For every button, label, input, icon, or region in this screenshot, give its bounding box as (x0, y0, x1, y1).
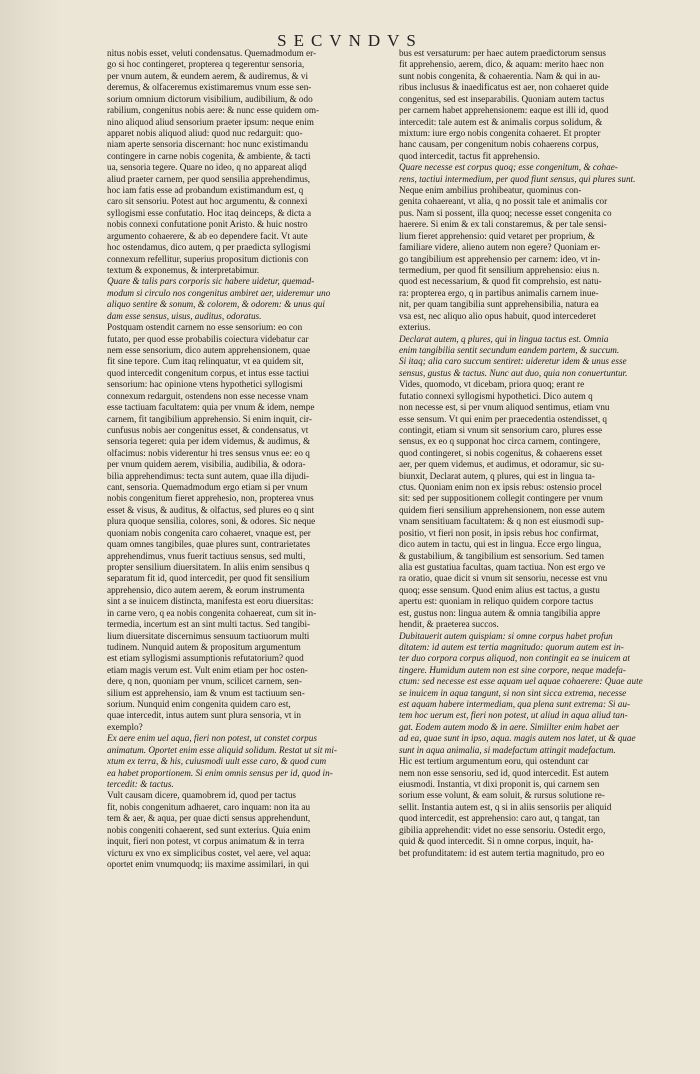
text-line: aliud praeter carnem, per quod sensilia apprehendimus, (107, 173, 311, 184)
text-line: apertu est: quoniam in reliquo quidem corpore tactus (399, 596, 594, 607)
text-line: lium diuersitate discernimus sensuum tactiuorum multi (107, 630, 310, 641)
text-line: rabilium, congenitus nobis aere: & nunc esse quidem om- (107, 105, 320, 116)
text-line: sit: sed per suppositionem collegit contingere per vnum (399, 493, 603, 504)
text-line: nem non esse sensoriu, sed id, quod intercedit. Est autem (399, 767, 609, 778)
text-line: sensus, gustus & tactus. Nunc aut duo, quia non conuertuntur. (399, 367, 628, 378)
text-line: nem esse sensorium, dico autem apprehensionem, quae (107, 344, 311, 355)
text-line: positio, vt fieri non posit, in ipsis rebus hoc confirmat, (399, 527, 599, 538)
text-line: ra oratio, quae dicit si vnum sit sensoriu, necesse est vnu (399, 573, 608, 584)
text-line: quam omnes tangibiles, quae plures sunt, contrarietates (107, 539, 311, 550)
text-line: ua, sensoria tegere. Quare no ideo, q no appareat aliqd (107, 162, 307, 173)
text-line: go si hoc contingeret, propterea q tegerentur sensoria, (107, 59, 305, 70)
text-line: silium est apprehensio, iam & vnum est tactiuum sen- (107, 687, 305, 698)
text-line: Hic est tertium argumentum eoru, qui ostendunt car (399, 756, 589, 767)
text-line: quidem fieri sensilium apprehensionem, non esse autem (399, 504, 605, 515)
text-line: exemplo? (107, 721, 143, 732)
text-line: per vnum quidem aerem, visibilia, audibilia, & odora- (107, 459, 306, 470)
text-line: hanc causam, per congenitum nobis cohaerens corpus, (399, 139, 599, 150)
text-line: se inuicem in aqua tangunt, si non sint sicca extrema, necesse (399, 687, 627, 698)
text-line: sensus, ex eo q supponat hoc circa carnem, contingere, (399, 436, 601, 447)
text-line: ctus. Quoniam enim non ex ipsis rebus: ostensio procel (399, 482, 602, 493)
text-line: sint a se inuicem distincta, manifesta est eoru diuersitas: (107, 596, 314, 607)
text-line: bet profunditatem: id est autem tertia magnitudo, pro eo (399, 847, 605, 858)
text-line: mixtum: iure ergo nobis congenita cohaeret. Et propter (399, 127, 601, 138)
text-line: quae intercedit, intus autem sunt plura sensoria, vt in (107, 710, 301, 721)
text-line: Postquam ostendit carnem no esse sensorium: eo con (107, 322, 303, 333)
text-line: apprehensio, dico autem aerem, & eorum instrumenta (107, 584, 305, 595)
text-line: tem hoc uerum est, fieri non potest, ut aliud in aqua aliud tan- (399, 710, 628, 721)
text-line: esse tactiuam facultatem: quia per vnum & idem, nempe (107, 402, 315, 413)
running-header: SECVNDVS (277, 31, 423, 50)
text-line: go tangibilium est apprehensio per carnem: ideo, vt in- (399, 253, 601, 264)
text-line: apparet nobis aliquod aliud: quod nuc redarguit: quo- (107, 127, 303, 138)
text-line: vsa est, nec aliquo alio opus habuit, quod intercederet (399, 310, 596, 321)
text-line: tudinem. Nunquid autem & propositum argumentum (107, 641, 301, 652)
text-line: etiam magis verum est. Vult enim etiam per hoc osten- (107, 664, 308, 675)
text-line: caro sit sensoriu. Potest aut hoc argumentu, & connexi (107, 196, 308, 207)
text-line: termedia, incertum est an sint multi tactus. Sed tangibi- (107, 619, 311, 630)
text-line: exterius. (399, 322, 431, 333)
text-line: ea habet proportionem. Si enim omnis sensus per id, quod in- (107, 767, 333, 778)
text-line: Neque enim ambilius prohibeatur, quominus con- (399, 185, 582, 196)
text-line: argumento cohaerere, & ab eo dependere facit. Vt aute (107, 230, 308, 241)
text-line: hoc iam fatis esse ad probandum existimandum est, q (107, 185, 304, 196)
text-line: per carnem habet apprehensionem: eaque est illi id, quod (399, 105, 609, 116)
text-line: bus est versaturum: per haec autem praedictorum sensus (399, 48, 606, 58)
text-line: quod intercedit, tactus fit apprehensio. (399, 150, 540, 161)
text-line: aer, per quem videmus, et audimus, et odoramur, sic su- (399, 459, 605, 470)
text-line: animatum. Oportet enim esse aliquid solidum. Restat ut sit mi- (107, 744, 337, 755)
text-line: cunfusus nobis aer congenitus esset, & condensatus, vt (107, 424, 309, 435)
text-line: Dubitauerit autem quispiam: si omne corpus habet profun (399, 630, 613, 641)
text-line: bilia apprehendimus: tecta sunt autem, quae illa dijudi- (107, 470, 310, 481)
text-line: contingere in carne nobis cogenita, & ambiente, & tacti (107, 150, 311, 161)
text-line: est, gustus non: lingua autem & omnia tangibilia appre (399, 607, 601, 618)
text-line: congenitus, sed est inseparabilis. Quoniam autem tactus (399, 93, 605, 104)
left-text-column (107, 48, 377, 1052)
text-line: gibilia apprehendit: videt no esse sensoriu. Ostedit ergo, (399, 824, 606, 835)
text-line: sorium omnium dictorum visibilium, audibilium, & odo (107, 93, 313, 104)
text-line: sensorium: hac opinione vtens hypothetici syllogismi (107, 379, 303, 390)
text-line: nobis congeniti cohaerent, sed sunt exterius. Quia enim (107, 824, 311, 835)
text-line: Quare & talis pars corporis sic habere uidetur, quemad- (107, 276, 315, 287)
text-line: connexum refellitur, superius propositum dictionis con (107, 253, 309, 264)
text-line: ad ea, quae sunt in ipso, aqua. magis autem nos latet, ut & quae (399, 733, 636, 744)
text-line: tercedit: & tactus. (107, 779, 174, 789)
text-line: non necesse est, si per vnum aliquod sentimus, etiam vnu (399, 402, 610, 413)
text-line: Si itaq; alia caro succum sentiret: uideretur idem & unus esse (399, 356, 627, 367)
text-line: cant, sensoria. Quemadmodum ergo etiam si per vnum (107, 482, 308, 493)
text-line: ribus inclusus & inaedificatus est aer, non cohaeret quide (399, 82, 609, 93)
text-line: in carne vero, q ea nobis congenita cohaereat, cum sit in- (107, 607, 317, 618)
text-line: separatum fit id, quod intercedit, per quod fit sensilium (107, 573, 310, 584)
text-line: biunxit, Declarat autem, q plures, qui est in lingua ta- (399, 470, 595, 481)
text-line: quod est necessarium, & quod fit comprehsio, est natu- (399, 276, 602, 287)
text-line: nit, per quam tangibilia sunt apprehensibilia, natura ea (399, 299, 599, 310)
text-line: ra: propterea ergo, q in partibus animalis carnem inue- (399, 287, 599, 298)
text-line: Quare necesse est corpus quoq; esse congenitum, & cohae- (399, 162, 618, 173)
text-line: genita cohaereant, vt alia, q no possit tale et animalis cor (399, 196, 608, 207)
text-line: Vides, quomodo, vt dicebam, priora quoq; erant re (399, 379, 585, 390)
text-line: ctum: sed necesse est esse aquam uel aquae cohaerere: Quae aute (399, 676, 643, 687)
text-line: Declarat autem, q plures, qui in lingua tactus est. Omnia (399, 333, 609, 344)
text-line: est etiam syllogismi assumptionis refutatorium? quod (107, 653, 304, 664)
text-line: est aquam habere intermediam, qua plena sunt extrema: Si au- (399, 699, 631, 710)
text-line: ter duo corpora corpus aliquod, non contingit ea se inuicem at (399, 653, 630, 664)
text-line: tingere. Humidum autem non est sine corpore, neque madefa- (399, 664, 626, 675)
text-line: modum si circulo nos congenitus ambiret aer, uideremur uno (107, 287, 331, 298)
text-line: connexum redarguit, ostendens non esse necesse vnam (107, 390, 309, 401)
text-line: carnem, fit tangibilium apprehensio. Si enim inquit, cir- (107, 413, 312, 424)
text-line: quid & quod intercedit. Si n omne corpus, inquit, ha- (399, 836, 594, 847)
text-line: vnam sensitiuam facultatem: & q non est eiusmodi sup- (399, 516, 604, 527)
text-line: hoc ostendamus, dico autem, q per praedicta syllogismi (107, 242, 311, 253)
page-gutter-shadow (0, 0, 60, 1074)
text-line: haerere. Si enim & ex tali constaremus, & per tale sensi- (399, 219, 607, 230)
text-line: tem & aer, & aqua, per quae dicti sensus apprehendunt, (107, 813, 311, 824)
text-line: dam esse sensus, uisus, auditus, odoratus. (107, 310, 262, 321)
text-line: Vult causam dicere, quamobrem id, quod per tactus (107, 790, 297, 801)
text-line: inquit, fieri non potest, vt corpus animatum & in terra (107, 836, 305, 847)
text-line: quod contingeret, si nobis cogenitus, & cohaerens esset (399, 447, 603, 458)
text-line: esset & visus, & auditus, & olfactus, sed plures eo q sint (107, 504, 315, 515)
text-line: aliquo sentire & sonum, & colorem, & odorem: & unus qui (107, 299, 325, 310)
text-line: nitus nobis esset, veluti condensatus. Quemadmodum er- (107, 48, 317, 58)
text-line: syllogismi esse confutatio. Hoc itaq deinceps, & dicta a (107, 207, 312, 218)
text-line: dere, q non, quoniam per vnum, scilicet carnem, sen- (107, 676, 302, 687)
text-line: quoq; esse sensum. Quod enim alius est tactus, a gustu (399, 584, 600, 595)
text-line: fit, nobis congenitum adhaeret, caro inquam: non ita au (107, 801, 311, 812)
text-line: gat. Eodem autem modo & in aere. Simiilter enim habet aer (399, 721, 620, 732)
text-line: per vnum autem, & eundem aerem, & audiremus, & vi (107, 70, 309, 81)
text-line: enim tangibilia sentit secundum eandem partem, & succum. (399, 344, 620, 355)
text-line: xtum ex terra, & his, cuiusmodi uult esse caro, & quod cum (107, 756, 327, 767)
text-line: termedium, per quod fit sensilium apprehensio: eius n. (399, 265, 600, 276)
text-line: lium fieret apprehensio: quid vetaret per proprium, & (399, 230, 595, 241)
text-line: fit sine tepore. Cum itaq relinquatur, vt ea quidem sit, (107, 356, 304, 367)
text-line: eiusmodi. Instantia, vt dixi proponit is, qui carnem sen (399, 779, 600, 789)
text-line: dico autem in tactu, qui est in lingua. Ecce ergo lingua, (399, 539, 602, 550)
text-line: plura quoque sensilia, colores, soni, & odores. Sic neque (107, 516, 316, 527)
text-line: familiare videre, alieno autem non egere? Quoniam er- (399, 242, 601, 253)
text-line: quoniam nobis congenita caro cohaeret, vnaque est, per (107, 527, 311, 538)
text-line: contingit, etiam si vnum sit sensorium caro, plures esse (399, 424, 603, 435)
text-line: niam aperte sensoria discernant: hoc nunc existimandu (107, 139, 309, 150)
text-line: propter sensilium diuersitatem. In aliis enim sensibus q (107, 561, 310, 572)
text-line: victuru ex vno ex simplicibus costet, vel aere, vel aqua: (107, 847, 311, 858)
text-line: alia est gustatiua facultas, quam tactiua. Non est ergo ve (399, 561, 606, 572)
text-line: sunt nobis congenita, & cohaerentia. Nam & qui in au- (399, 70, 601, 81)
text-line: olfacimus: nobis viderentur hi tres sensus vnus ee: eo q (107, 447, 310, 458)
text-line: futatio connexi syllogismi hypothetici. Dico autem q (399, 390, 593, 401)
text-line: sensoria tegeret: quia per idem videmus, & audimus, & (107, 436, 311, 447)
text-line: textum & exponemus, & interpretabimur. (107, 265, 260, 276)
text-line: esse sensum. Vt qui enim per praecedentia ostendisset, q (399, 413, 608, 424)
text-line: nino aliquod aliud sensorium praeter ipsum: neque enim (107, 116, 314, 127)
text-line: rens, tactiui intermedium, per quod fiunt sensus, qui plures sunt. (399, 173, 636, 184)
text-line: ditatem: id autem est tertia magnitudo: quorum autem est in- (399, 641, 624, 652)
text-line: intercedit: tale autem est & animalis corpus solidum, & (399, 116, 603, 127)
text-line: & gustabilium, & tangibilium est sensorium. Sed tamen (399, 550, 604, 561)
text-line: deremus, & olfaceremus existimaremus vnum esse sen- (107, 82, 312, 93)
text-line: sorium. Nunquid enim congenita quidem caro est, (107, 699, 291, 710)
text-line: oportet enim vnumquodq; iis maxime assimilari, in qui (107, 858, 310, 869)
text-line: quod intercedit congenitum corpus, et intus esse tactiui (107, 367, 310, 378)
text-line: pus. Nam si possent, illa quoq; necesse esset congenita co (399, 207, 612, 218)
text-line: futato, per quod esse probabilis coiectura videbatur car (107, 333, 309, 344)
text-line: nobis congenitum fieret apprehesio, non, propterea vnus (107, 493, 314, 504)
text-line: sorium esse volunt, & eam soluit, & rursus solutione re- (399, 790, 605, 801)
text-line: sellit. Instantia autem est, q si in aliis sensoriis per aliquid (399, 801, 612, 812)
text-line: sunt in aqua animalia, si madefactum attingit madefactum. (399, 744, 616, 755)
text-line: apprehendimus, vnus fuerit tactiuus sensus, sed multi, (107, 550, 306, 561)
right-text-column (399, 48, 692, 1052)
text-line: fit apprehensio, aerem, dico, & aquam: merito haec non (399, 59, 604, 70)
text-line: nobis connexi confutatione ponit Aristo. & huic nostro (107, 219, 308, 230)
text-line: Ex aere enim uel aqua, fieri non potest, ut constet corpus (107, 733, 317, 744)
text-line: quod intercedit, est apprehensio: caro aut, q tangat, tan (399, 813, 600, 824)
text-line: hendit, & praeterea succos. (399, 619, 499, 630)
